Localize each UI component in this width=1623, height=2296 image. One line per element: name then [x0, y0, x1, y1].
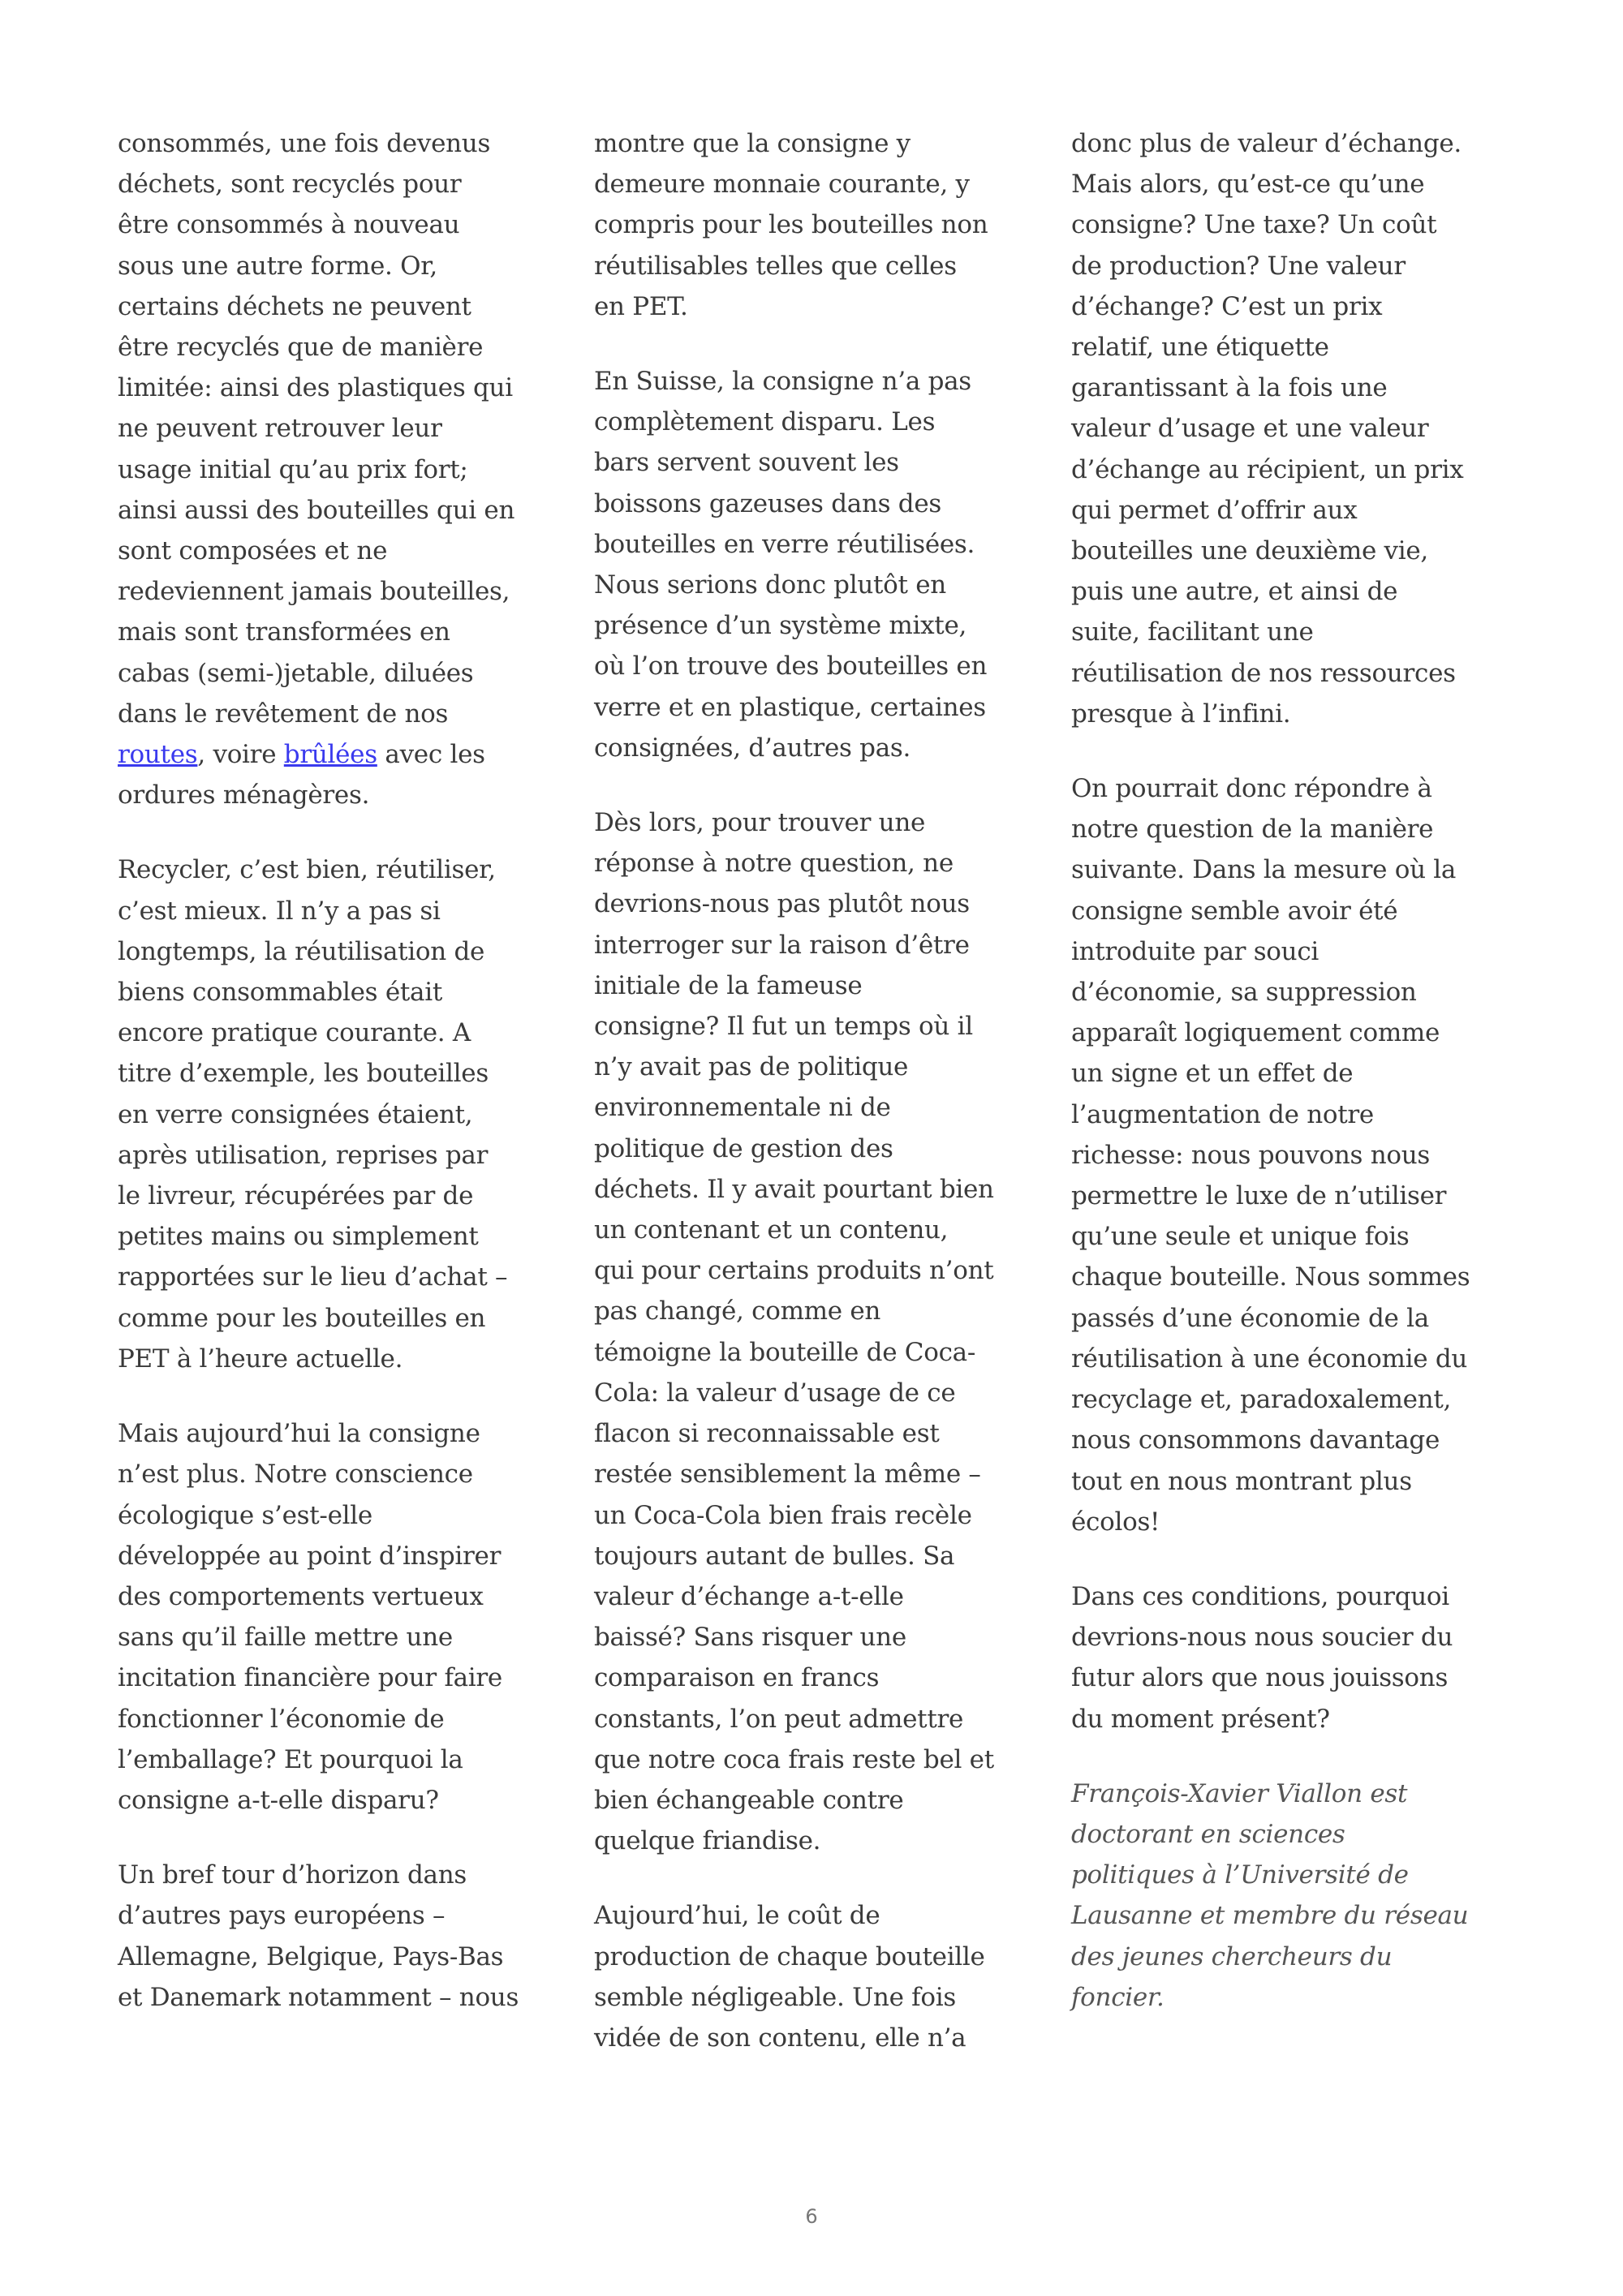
text-line: un signe et un effet de	[1071, 1059, 1354, 1089]
text-line: consommés, une fois devenus	[118, 129, 491, 158]
text-line: en verre consignées étaient,	[118, 1099, 473, 1129]
text-line: rapportées sur le lieu d’achat –	[118, 1262, 508, 1292]
text-line: montre que la consigne y	[594, 129, 911, 158]
text-line: valeur d’usage et une valeur	[1071, 414, 1429, 444]
text-line: ne peuvent retrouver leur	[118, 414, 442, 444]
text-line: en PET.	[594, 291, 688, 321]
text-line: demeure monnaie courante, y	[594, 170, 970, 200]
text-line: ainsi aussi des bouteilles qui en	[118, 495, 515, 525]
paragraph	[1071, 123, 1542, 734]
text-line: Dans ces conditions, pourquoi	[1071, 1581, 1449, 1611]
byline-line: politiques à l’Université de	[1071, 1860, 1409, 1890]
text-line: permettre le luxe de n’utiliser	[1071, 1181, 1447, 1211]
text-line: garantissant à la fois une	[1071, 373, 1388, 403]
text-line: l’emballage? Et pourquoi la	[118, 1744, 463, 1774]
text-line: chaque bouteille. Nous sommes	[1071, 1262, 1470, 1292]
text-line: toujours autant de bulles. Sa	[594, 1541, 955, 1571]
link-brulees[interactable]: brûlées	[283, 740, 377, 770]
text-line: qui pour certains produits n’ont	[594, 1256, 994, 1286]
text-line: où l’on trouve des bouteilles en	[594, 651, 988, 681]
text-line: témoigne la bouteille de Coca-	[594, 1337, 976, 1367]
text-line: petites mains ou simplement	[118, 1222, 479, 1252]
text-line: de production? Une valeur	[1071, 251, 1406, 281]
text-line: dans le revêtement de nos	[118, 699, 449, 729]
text-line: d’économie, sa suppression	[1071, 978, 1417, 1008]
text-line: consigne? Il fut un temps où il	[594, 1012, 973, 1042]
text-line: réutilisables telles que celles	[594, 251, 957, 281]
text-line: Allemagne, Belgique, Pays-Bas	[118, 1941, 504, 1971]
text-line: sous une autre forme. Or,	[118, 251, 437, 281]
text-line: passés d’une économie de la	[1071, 1303, 1429, 1333]
text-line: d’échange? C’est un prix	[1071, 291, 1383, 321]
text-line: politique de gestion des	[594, 1133, 893, 1163]
text-line: certains déchets ne peuvent	[118, 291, 471, 321]
text-line: ordures ménagères.	[118, 780, 370, 810]
text-line: du moment présent?	[1071, 1704, 1330, 1734]
text-line: introduite par souci	[1071, 936, 1319, 966]
text-line: des comportements vertueux	[118, 1581, 484, 1611]
text-line: cabas (semi-)jetable, diluées	[118, 658, 474, 688]
text-line: vidée de son contenu, elle n’a	[594, 2023, 966, 2053]
text-line: limitée: ainsi des plastiques qui	[118, 373, 513, 403]
text-line: fonctionner l’économie de	[118, 1704, 445, 1734]
text-line: déchets. Il y avait pourtant bien	[594, 1174, 994, 1204]
text-line: consigne a-t-elle disparu?	[118, 1785, 439, 1815]
text-line: bien échangeable contre	[594, 1785, 904, 1815]
text-line: devrions-nous pas plutôt nous	[594, 889, 970, 919]
text-line: donc plus de valeur d’échange.	[1071, 129, 1462, 158]
text-line-with-links	[118, 734, 588, 775]
text-line: notre question de la manière	[1071, 815, 1434, 845]
text-line: En Suisse, la consigne n’a pas	[594, 367, 971, 397]
text-line: sont composées et ne	[118, 536, 388, 566]
text-line: qu’une seule et unique fois	[1071, 1222, 1410, 1252]
text-line: Aujourd’hui, le coût de	[594, 1901, 880, 1931]
text-line: Dès lors, pour trouver une	[594, 808, 926, 838]
text-line: n’est plus. Notre conscience	[118, 1460, 473, 1490]
byline-line: doctorant en sciences	[1071, 1819, 1345, 1849]
text-line: production de chaque bouteille	[594, 1941, 985, 1971]
text-line: l’augmentation de notre	[1071, 1099, 1374, 1129]
text-line: qui permet d’offrir aux	[1071, 495, 1358, 525]
text-line: Nous serions donc plutôt en	[594, 570, 946, 600]
text-line: PET à l’heure actuelle.	[118, 1344, 403, 1374]
paragraph	[1071, 1576, 1542, 1739]
text-line: verre et en plastique, certaines	[594, 692, 986, 722]
text-line: développée au point d’inspirer	[118, 1541, 502, 1571]
text-line: nous consommons davantage	[1071, 1425, 1440, 1455]
text-line: Mais aujourd’hui la consigne	[118, 1419, 480, 1449]
text-line: restée sensiblement la même –	[594, 1460, 981, 1490]
text-line: écolos!	[1071, 1507, 1160, 1537]
text-line: boissons gazeuses dans des	[594, 488, 941, 518]
text-line: biens consommables était	[118, 978, 442, 1008]
text-line: réutilisation à une économie du	[1071, 1344, 1468, 1374]
text-line: recyclage et, paradoxalement,	[1071, 1385, 1452, 1415]
text-line: redeviennent jamais bouteilles,	[118, 577, 510, 607]
text-line: n’y avait pas de politique	[594, 1052, 909, 1082]
column-1	[118, 123, 588, 2052]
text-line: constants, l’on peut admettre	[594, 1704, 964, 1734]
text-line: futur alors que nous jouissons	[1071, 1663, 1449, 1693]
text-line: comparaison en francs	[594, 1663, 880, 1693]
text-line: un Coca-Cola bien frais recèle	[594, 1500, 972, 1530]
text-line: baissé? Sans risquer une	[594, 1623, 906, 1653]
link-routes[interactable]: routes	[118, 740, 198, 770]
text-line: relatif, une étiquette	[1071, 333, 1329, 363]
text-line: encore pratique courante. A	[118, 1018, 471, 1048]
text-fragment: , voire	[197, 740, 284, 770]
text-fragment: avec les	[377, 740, 485, 770]
text-line: longtemps, la réutilisation de	[118, 936, 485, 966]
text-line: interroger sur la raison d’être	[594, 930, 970, 960]
text-line: flacon si reconnaissable est	[594, 1419, 940, 1449]
paragraph	[118, 849, 588, 1379]
text-line: et Danemark notamment – nous	[118, 1982, 519, 2012]
text-line: Cola: la valeur d’usage de ce	[594, 1378, 956, 1408]
text-line: bars servent souvent les	[594, 448, 899, 478]
text-line: un contenant et un contenu,	[594, 1215, 949, 1245]
text-line: c’est mieux. Il n’y a pas si	[118, 896, 441, 926]
text-line: initiale de la fameuse	[594, 970, 863, 1000]
text-line: Mais alors, qu’est-ce qu’une	[1071, 170, 1425, 200]
column-2	[594, 123, 1065, 2092]
text-line: devrions-nous nous soucier du	[1071, 1623, 1453, 1653]
text-line: quelque friandise.	[594, 1826, 821, 1856]
text-line: que notre coca frais reste bel et	[594, 1744, 994, 1774]
text-line: compris pour les bouteilles non	[594, 210, 988, 240]
text-line: d’échange au récipient, un prix	[1071, 454, 1464, 484]
text-line: Un bref tour d’horizon dans	[118, 1860, 467, 1890]
paragraph	[594, 1895, 1065, 2058]
text-line: puis une autre, et ainsi de	[1071, 577, 1398, 607]
text-line: semble négligeable. Une fois	[594, 1982, 956, 2012]
paragraph	[594, 361, 1065, 768]
text-line: complètement disparu. Les	[594, 407, 936, 437]
text-line: bouteilles en verre réutilisées.	[594, 529, 975, 559]
byline-line: Lausanne et membre du réseau	[1071, 1901, 1469, 1931]
text-line: consigne semble avoir été	[1071, 896, 1398, 926]
text-line: consignées, d’autres pas.	[594, 733, 911, 763]
paragraph	[118, 123, 588, 815]
text-line: déchets, sont recyclés pour	[118, 170, 462, 200]
text-line: suite, facilitant une	[1071, 617, 1314, 647]
text-line: usage initial qu’au prix fort;	[118, 454, 468, 484]
text-line: d’autres pays européens –	[118, 1901, 446, 1931]
text-line: presque à l’infini.	[1071, 699, 1291, 729]
text-line: mais sont transformées en	[118, 617, 450, 647]
author-byline	[1071, 1774, 1542, 2018]
paragraph	[118, 1855, 588, 2018]
text-line: réponse à notre question, ne	[594, 849, 954, 879]
text-line: après utilisation, reprises par	[118, 1140, 489, 1170]
text-line: être recyclés que de manière	[118, 333, 484, 363]
text-line: présence d’un système mixte,	[594, 611, 967, 641]
text-line: écologique s’est-elle	[118, 1500, 372, 1530]
text-line: On pourrait donc répondre à	[1071, 774, 1432, 804]
paragraph	[118, 1413, 588, 1821]
text-line: apparaît logiquement comme	[1071, 1018, 1440, 1048]
text-line: le livreur, récupérées par de	[118, 1181, 474, 1211]
paragraph	[594, 802, 1065, 1861]
paragraph	[1071, 768, 1542, 1542]
text-line: Recycler, c’est bien, réutiliser,	[118, 855, 496, 885]
page-number: 6	[805, 2205, 818, 2228]
text-line: incitation financière pour faire	[118, 1663, 502, 1693]
text-line: pas changé, comme en	[594, 1296, 881, 1326]
column-3	[1071, 123, 1542, 2052]
paragraph	[594, 123, 1065, 327]
text-line: comme pour les bouteilles en	[118, 1303, 486, 1333]
text-line: bouteilles une deuxième vie,	[1071, 536, 1428, 566]
text-line: être consommés à nouveau	[118, 210, 460, 240]
text-line: suivante. Dans la mesure où la	[1071, 855, 1457, 885]
text-line: réutilisation de nos ressources	[1071, 658, 1456, 688]
text-line: tout en nous montrant plus	[1071, 1466, 1412, 1496]
text-line: consigne? Une taxe? Un coût	[1071, 210, 1437, 240]
text-line: richesse: nous pouvons nous	[1071, 1140, 1431, 1170]
byline-line: foncier.	[1071, 1982, 1165, 2012]
byline-line: François-Xavier Viallon est	[1071, 1778, 1408, 1808]
byline-line: des jeunes chercheurs du	[1071, 1941, 1393, 1971]
text-line: titre d’exemple, les bouteilles	[118, 1059, 489, 1089]
text-line: sans qu’il faille mettre une	[118, 1623, 453, 1653]
text-line: valeur d’échange a-t-elle	[594, 1581, 904, 1611]
text-line: environnementale ni de	[594, 1093, 891, 1123]
